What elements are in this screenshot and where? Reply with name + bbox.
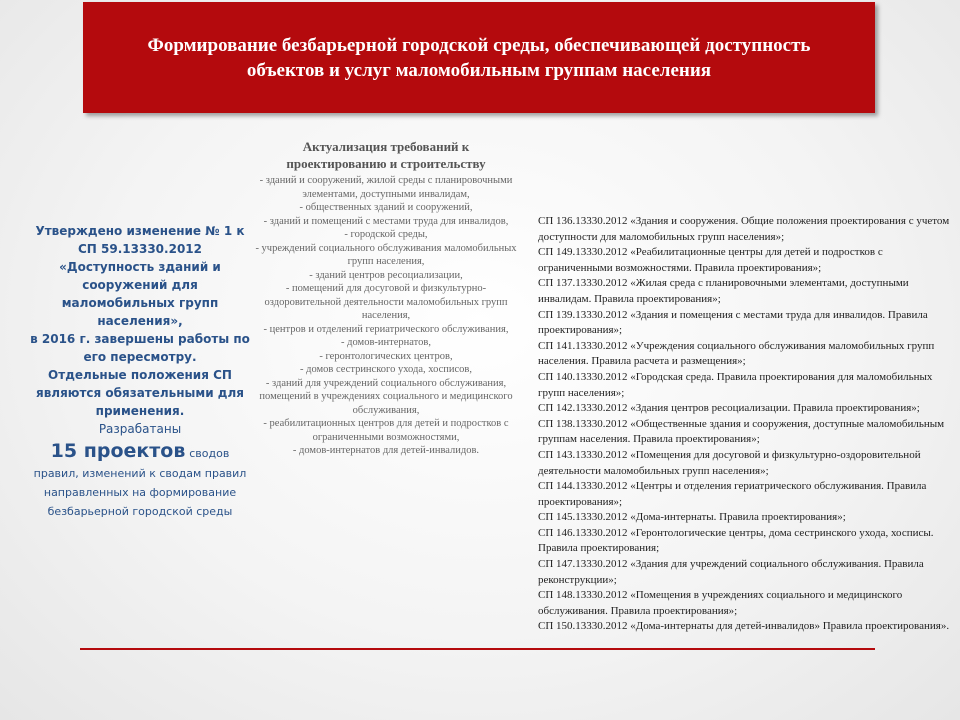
sp-item: СП 147.13330.2012 «Здания для учреждений социального обслуживания. Правила реконструкции»; (538, 558, 924, 586)
requirement-item: - домов-интернатов, (341, 337, 431, 348)
sp-item: СП 141.13330.2012 «Учреждения социального обслуживания маломобильных групп населения. Правила расчета и размещения»; (538, 339, 935, 368)
requirement-item: - геронтологических центров, (319, 350, 453, 362)
requirements-list (252, 174, 520, 458)
sp-item: СП 142.13330.2012 «Здания центров ресоциализации. Правила проектирования»; (538, 402, 920, 415)
requirement-item: - реабилитационных центров для детей и подростков с ограниченными возможностями, (263, 418, 509, 443)
page-title: Формирование безбарьерной городской среды, обеспечивающей доступность объектов и услуг маломобильным группам населения (147, 34, 811, 81)
projects-count: 15 проектов (50, 440, 186, 462)
requirements-heading: Актуализация требований к проектированию и строительству (286, 139, 486, 171)
projects-description: сводов правил, изменений к сводам правил направленных на формирование безбарьерной городской среды (33, 447, 247, 518)
sp-item: СП 144.13330.2012 «Центры и отделения гериатрического обслуживания. Правила проектирования»; (538, 480, 927, 508)
divider-line (80, 648, 875, 650)
header-banner (83, 2, 875, 113)
sp-item: СП 149.13330.2012 «Реабилитационные центры для детей и подростков с ограниченными возможностями. Правила проектирования»; (538, 246, 883, 274)
sp-item: СП 139.13330.2012 «Здания и помещения с местами труда для инвалидов. Правила проектирования»; (538, 308, 928, 337)
requirement-item: - центров и отделений гериатрического обслуживания, (263, 323, 509, 335)
sp-item: СП 137.13330.2012 «Жилая среда с планировочными элементами, доступными инвалидам. Правила проектирования»; (538, 277, 909, 305)
requirement-item: - домов-интернатов для детей-инвалидов. (292, 445, 480, 456)
sp-item: СП 150.13330.2012 «Дома-интернаты для детей-инвалидов» Правила проектирования». (538, 620, 950, 633)
sp-item: СП 145.13330.2012 «Дома-интернаты. Правила проектирования»; (538, 511, 846, 524)
requirement-item: - городской среды, (344, 229, 428, 240)
developed-text: Разрабатаны (98, 422, 182, 436)
sp-item: СП 148.13330.2012 «Помещения в учреждениях социального и медицинского обслуживания. Правила проектирования»; (538, 589, 903, 617)
sp-item: СП 143.13330.2012 «Помещения для досуговой и физкультурно-оздоровительной деятельности маломобильных групп населения»; (538, 448, 921, 477)
sp-list (538, 214, 950, 635)
sp-item: СП 136.13330.2012 «Здания и сооружения. Общие положения проектирования с учетом доступности для маломобильных групп населения»; (538, 215, 950, 243)
requirement-item: - зданий для учреждений социального обслуживания, помещений в учреждениях социального и медицинского обслуживания, (259, 377, 513, 416)
requirement-item: - зданий и сооружений, жилой среды с планировочными элементами, доступными инвалидам, (259, 175, 513, 200)
revision-text: в 2016 г. завершены работы по его пересмотру. (30, 332, 250, 364)
approval-summary (30, 222, 250, 521)
requirement-item: - зданий центров ресоциализации, (309, 269, 463, 281)
requirement-item: - учреждений социального обслуживания маломобильных групп населения, (255, 242, 517, 267)
approved-text: Утверждено изменение № 1 к СП 59.13330.2012 «Доступность зданий и сооружений для маломобильных групп населения», (35, 224, 245, 328)
requirement-item: - зданий и помещений с местами труда для инвалидов, (263, 215, 509, 227)
requirement-item: - домов сестринского ухода, хосписов, (299, 364, 473, 375)
requirement-item: - помещений для досуговой и физкультурно-оздоровительной деятельности маломобильных групп населения, (264, 283, 508, 321)
sp-item: СП 146.13330.2012 «Геронтологические центры, дома сестринского ухода, хосписы. Правила проектирования; (538, 526, 934, 555)
sp-item: СП 140.13330.2012 «Городская среда. Правила проектирования для маломобильных групп населения»; (538, 370, 933, 399)
requirement-item: - общественных зданий и сооружений, (299, 202, 473, 213)
sp-item: СП 138.13330.2012 «Общественные здания и сооружения, доступные маломобильным группам населения. Правила проектирования»; (538, 417, 945, 446)
projects-block (30, 438, 250, 521)
requirements-column (252, 138, 520, 458)
mandatory-text: Отдельные положения СП являются обязательными для применения. (35, 368, 244, 418)
